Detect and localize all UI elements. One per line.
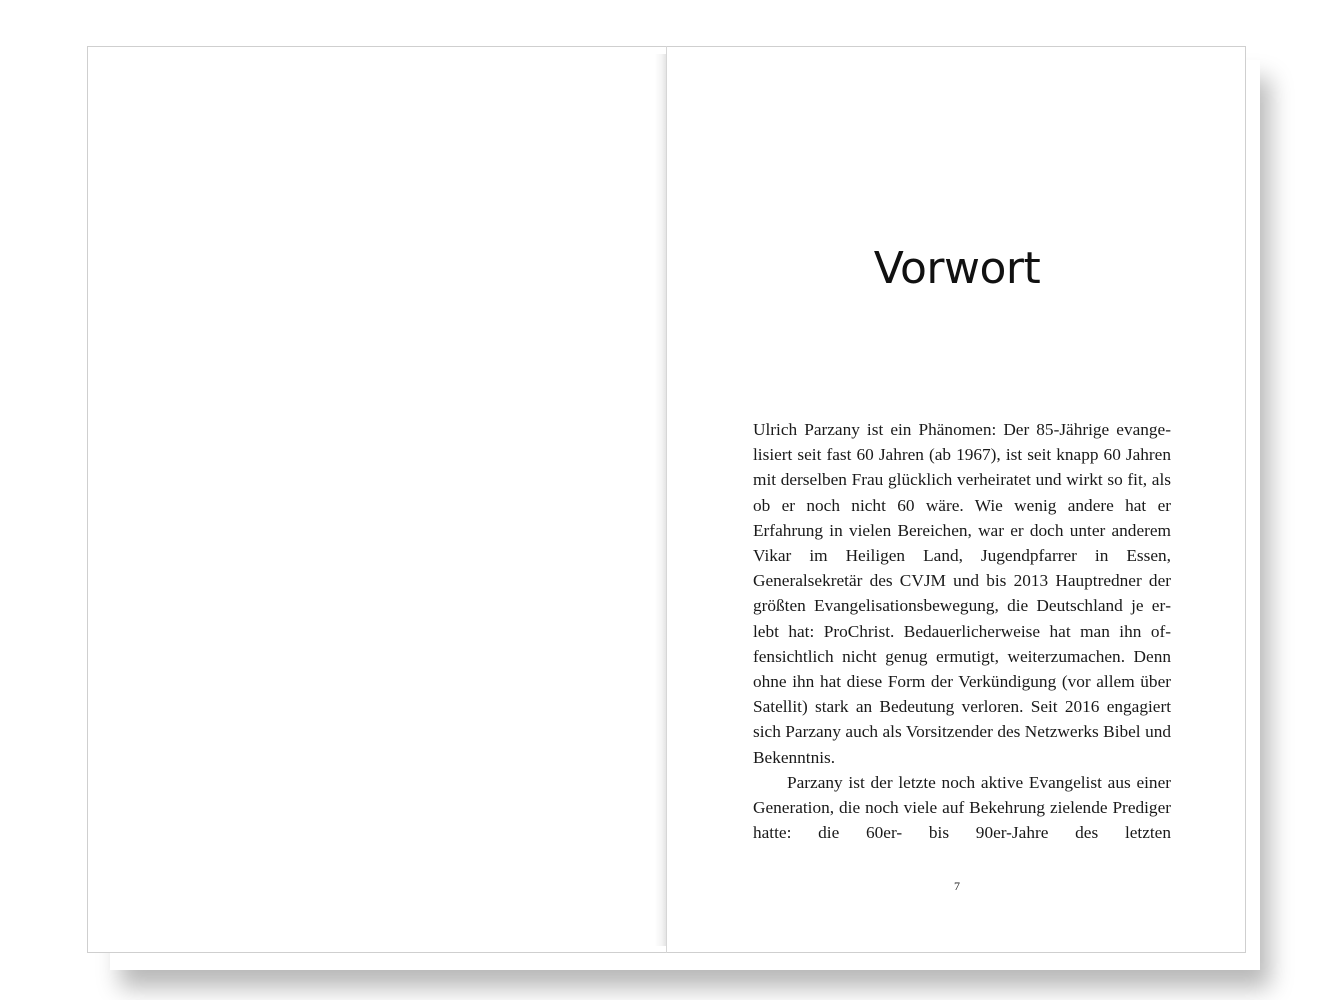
chapter-title: Vorwort: [873, 243, 1041, 294]
page-number: 7: [954, 879, 960, 893]
book-spread: [87, 46, 1246, 953]
gutter-fold: [666, 46, 667, 953]
paragraph-1: Ulrich Parzany ist ein Phänomen: Der 85-Jährige evangelisiert seit fast 60 Jahren (ab 1967), ist seit knapp 60 Jahren mit derselben Frau glücklich verheiratet und wirkt so fit, als ob er noch nicht 60 wäre. Wie wenig andere hat er Erfahrung in vielen Bereichen, war er doch unter anderem Vikar im Heiligen Land, Jugendpfarrer in Essen, Generalsekretär des CVJM und bis 2013 Hauptredner der größten Evangelisationsbewegung, die Deutschland je erlebt hat: ProChrist. Bedauerlicherweise hat man ihn offensichtlich nicht genug ermutigt, weiterzumachen. Denn ohne ihn hat diese Form der Verkündigung (vor allem über Satellit) stark an Bedeutung verloren. Seit 2016 engagiert sich Parzany auch als Vorsitzender des Netzwerks Bibel und Bekenntnis.: [753, 420, 1171, 767]
paragraph-2: Parzany ist der letzte noch aktive Evangelist aus einer Generation, die noch viele auf Bekehrung zielende Prediger hatte: die 60er- bis 90er-Jahre des letzten: [753, 772, 1171, 843]
left-page: [87, 46, 667, 953]
right-page: [666, 46, 1246, 953]
body-text: [753, 417, 1171, 845]
